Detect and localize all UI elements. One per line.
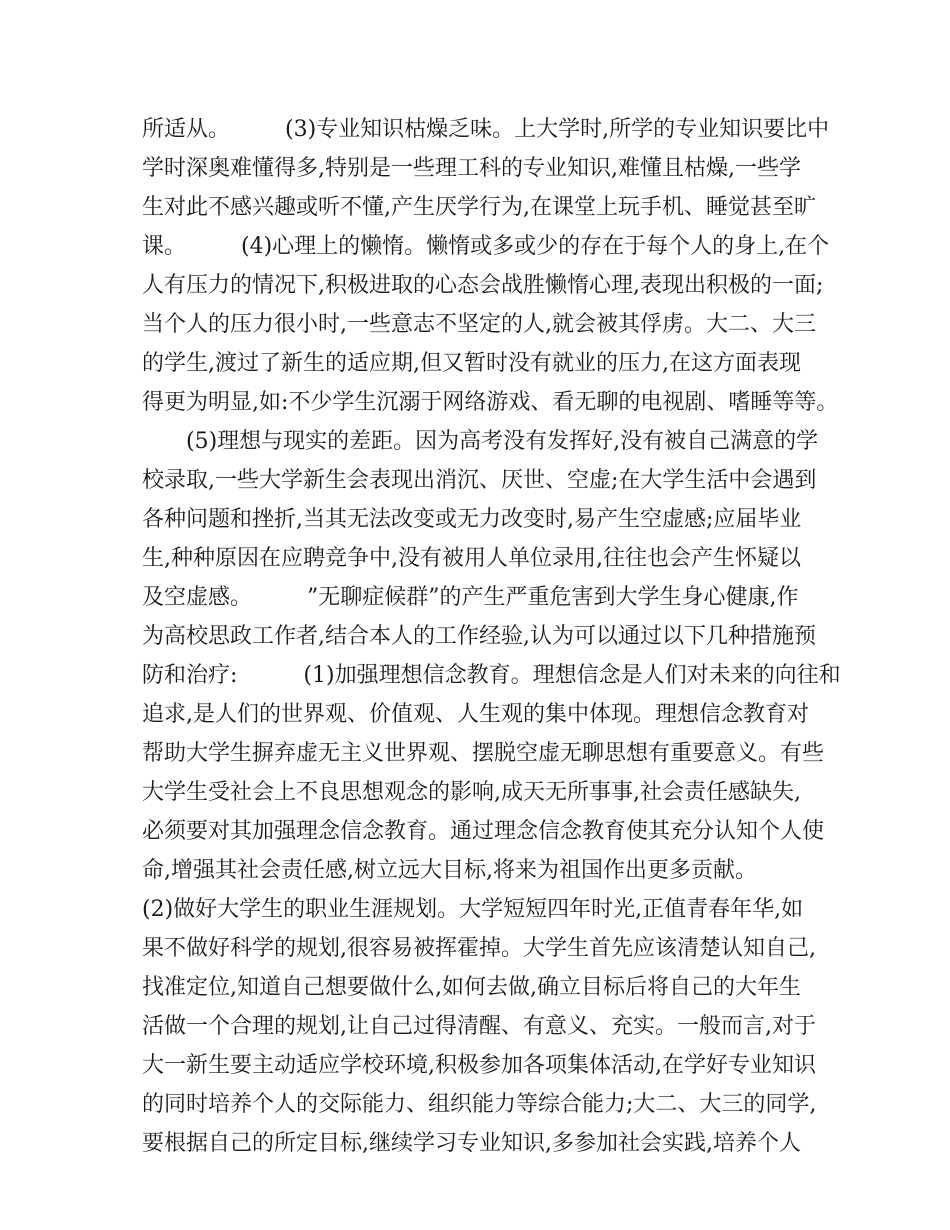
text-line: 大学生受社会上不良思想观念的影响,成天无所事事,社会责任感缺失, (142, 780, 801, 805)
text-line: 帮助大学生摒弃虚无主义世界观、摆脱空虚无聊思想有重要意义。有些 (142, 741, 825, 766)
body-text (142, 110, 842, 1163)
text-line: 各种问题和挫折,当其无法改变或无力改变时,易产生空虚感;应届毕业 (142, 507, 802, 532)
text-line: 必须要对其加强理念信念教育。通过理念信念教育使其充分认知个人使 (142, 819, 825, 844)
text-line: 的学生,渡过了新生的适应期,但又暂时没有就业的压力,在这方面表现 (142, 351, 801, 376)
text-line: 学时深奥难懂得多,特别是一些理工科的专业知识,难懂且枯燥,一些学 (142, 156, 801, 181)
text-line: 果不做好科学的规划,很容易被挥霍掉。大学生首先应该清楚认知自己, (142, 936, 816, 961)
text-line: 校录取,一些大学新生会表现出消沉、厌世、空虚;在大学生活中会遇到 (142, 468, 817, 493)
text-line: (5)理想与现实的差距。因为高考没有发挥好,没有被自己满意的学 (142, 429, 819, 454)
text-line: 当个人的压力很小时,一些意志不坚定的人,就会被其俘虏。大二、大三 (142, 312, 816, 337)
text-line: 要根据自己的所定目标,继续学习专业知识,多参加社会实践,培养个人 (142, 1131, 801, 1156)
text-line: 活做一个合理的规划,让自己过得清醒、有意义、充实。一般而言,对于 (142, 1014, 816, 1039)
text-line: 及空虚感。 ”无聊症候群”的产生严重危害到大学生身心健康,作 (142, 585, 799, 610)
text-line: 得更为明显,如:不少学生沉溺于网络游戏、看无聊的电视剧、嗜睡等等。 (142, 390, 839, 415)
text-line: 找准定位,知道自己想要做什么,如何去做,确立目标后将自己的大年生 (142, 975, 801, 1000)
text-line: 大一新生要主动适应学校环境,积极参加各项集体活动,在学好专业知识 (142, 1053, 816, 1078)
text-line: 的同时培养个人的交际能力、组织能力等综合能力;大二、大三的同学, (142, 1092, 817, 1117)
text-line: 课。 (4)心理上的懒惰。懒惰或多或少的存在于每个人的身上,在个 (142, 234, 830, 259)
text-line: 追求,是人们的世界观、价值观、人生观的集中体现。理想信念教育对 (142, 702, 809, 727)
text-line: 所适从。 (3)专业知识枯燥乏味。上大学时,所学的专业知识要比中 (142, 117, 830, 142)
text-line: 生对此不感兴趣或听不懂,产生厌学行为,在课堂上玩手机、睡觉甚至旷 (142, 195, 816, 220)
text-line: (2)做好大学生的职业生涯规划。大学短短四年时光,正值青春年华,如 (142, 897, 804, 922)
text-line: 生,种种原因在应聘竞争中,没有被用人单位录用,往往也会产生怀疑以 (142, 546, 801, 571)
text-line: 命,增强其社会责任感,树立远大目标,将来为祖国作出更多贡献。 (142, 858, 757, 883)
text-line: 人有压力的情况下,积极进取的心态会战胜懒惰心理,表现出积极的一面; (142, 273, 824, 298)
text-line: 为高校思政工作者,结合本人的工作经验,认为可以通过以下几种措施预 (142, 624, 816, 649)
text-line: 防和治疗: (1)加强理想信念教育。理想信念是人们对未来的向往和 (142, 663, 841, 688)
